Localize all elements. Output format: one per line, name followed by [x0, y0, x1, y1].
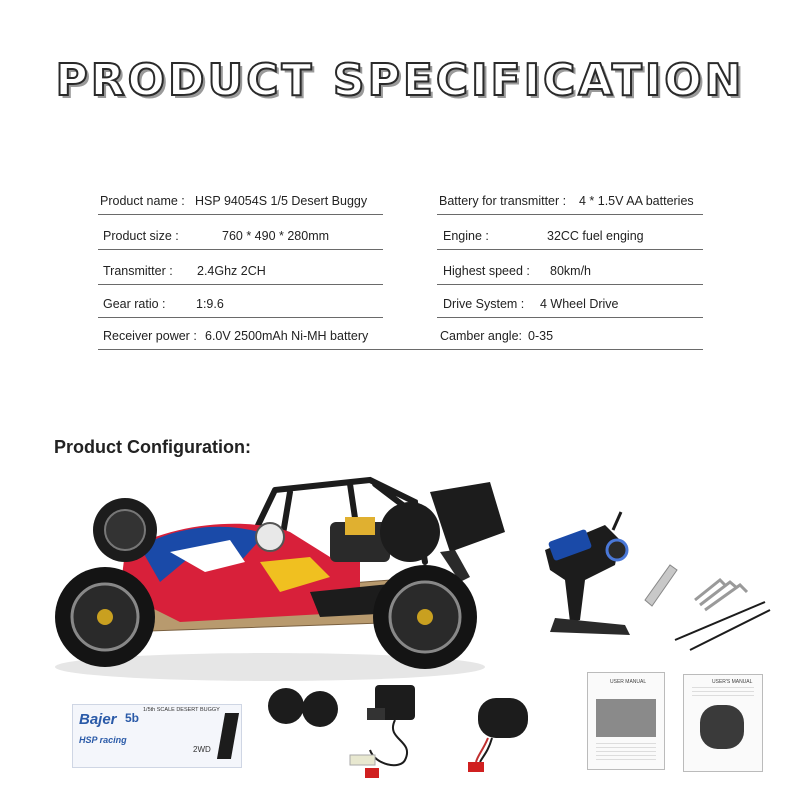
sticker-maker-text: HSP racing	[79, 735, 127, 745]
tools-image	[635, 540, 775, 660]
rear-right-wheel	[380, 502, 440, 562]
sticker-scale-text: 1/5th SCALE DESERT BUGGY	[143, 707, 220, 713]
manual-1-text-lines	[596, 743, 656, 763]
battery-pack-image	[458, 690, 538, 780]
user-manual-1	[587, 672, 665, 770]
spec-row-gear-ratio	[98, 291, 383, 318]
spec-value: 760 * 490 * 280mm	[222, 229, 330, 243]
manual-1-image	[596, 699, 656, 737]
transmitter-image	[535, 510, 635, 645]
manual-1-title: USER MANUAL	[610, 679, 647, 685]
spec-row-product-size	[98, 223, 383, 250]
hex-keys-icon	[695, 580, 747, 610]
spec-label: Battery for transmitter :	[439, 194, 567, 208]
front-left-wheel	[55, 567, 155, 667]
sticker-drive-text: 2WD	[193, 745, 211, 754]
spec-row-transmitter	[98, 258, 383, 285]
spec-value: 4 Wheel Drive	[540, 297, 619, 311]
manual-2-text-lines	[692, 687, 754, 699]
spec-value: 2.4Ghz 2CH	[197, 264, 266, 278]
spec-label: Transmitter :	[103, 264, 173, 278]
spec-label: Drive System :	[443, 297, 525, 311]
spec-value: 0-35	[528, 329, 554, 343]
manual-2-engine-image	[700, 705, 744, 749]
spec-label: Product name :	[100, 194, 185, 208]
page-title: PRODUCT SPECIFICATION	[55, 55, 745, 106]
configuration-heading: Product Configuration:	[54, 437, 251, 457]
spec-row-product-name	[98, 188, 383, 215]
spec-value: HSP 94054S 1/5 Desert Buggy	[195, 194, 368, 208]
spec-row-receiver-power	[98, 323, 703, 350]
spec-label: Product size :	[103, 229, 179, 243]
charger-image	[345, 680, 440, 785]
spec-label: Receiver power :	[103, 329, 197, 343]
spec-value: 1:9.6	[196, 297, 224, 311]
foam-pad-left	[268, 688, 304, 724]
sticker-sheet	[72, 704, 242, 768]
spec-label: Engine :	[443, 229, 489, 243]
plug-wrench-icon	[645, 565, 677, 606]
spec-label: Camber angle:	[440, 329, 522, 343]
antenna-cable-icon	[675, 602, 770, 650]
spec-value: 6.0V 2500mAh Ni-MH battery	[205, 329, 369, 343]
manual-2-title: USER'S MANUAL	[712, 679, 753, 685]
spec-value: 32CC fuel enging	[547, 229, 644, 243]
spec-label: Gear ratio :	[103, 297, 166, 311]
front-right-wheel	[93, 498, 157, 562]
foam-pad-right	[302, 691, 338, 727]
sticker-brand: Bajer	[79, 711, 117, 728]
user-manual-2	[683, 674, 763, 772]
rc-buggy-image	[30, 462, 510, 687]
spec-value: 80km/h	[550, 264, 591, 278]
sticker-decal	[217, 713, 239, 759]
sticker-model-mark: 5b	[125, 711, 140, 725]
spec-row-battery-transmitter	[437, 188, 703, 215]
spec-value: 4 * 1.5V AA batteries	[579, 194, 694, 208]
spec-row-highest-speed	[437, 258, 703, 285]
spec-label: Highest speed :	[443, 264, 530, 278]
spec-row-drive-system	[437, 291, 703, 318]
rear-left-wheel	[373, 565, 477, 669]
spec-row-engine	[437, 223, 703, 250]
